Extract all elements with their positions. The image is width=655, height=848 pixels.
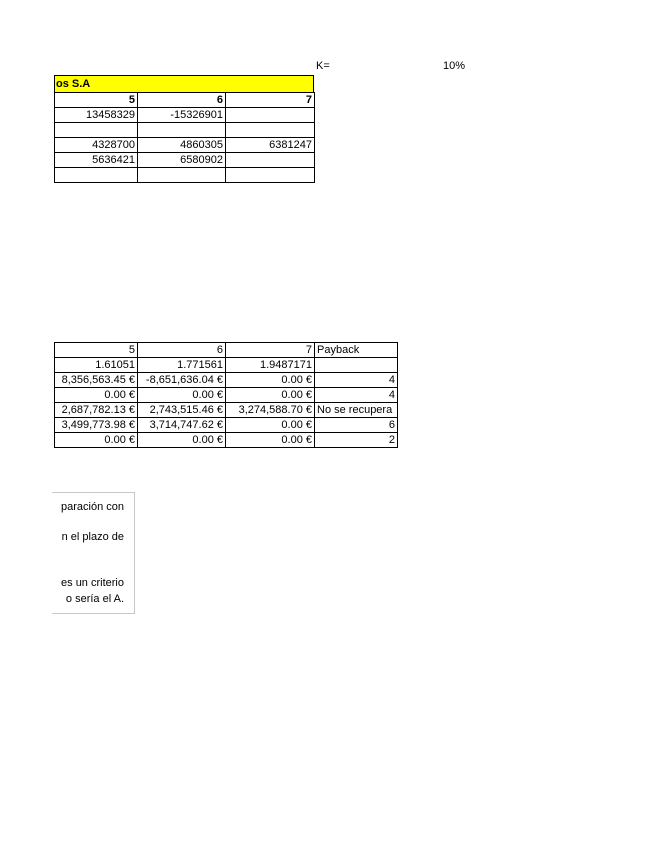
table-row xyxy=(55,168,315,183)
table-cell[interactable]: 13458329 xyxy=(55,108,138,123)
table-cell[interactable]: 6580902 xyxy=(138,153,226,168)
table-cell[interactable]: 0.00 € xyxy=(55,433,138,448)
table-cell[interactable] xyxy=(226,108,315,123)
table-cell[interactable]: 6 xyxy=(315,418,398,433)
table-row xyxy=(55,433,398,448)
table-cell[interactable]: 1.771561 xyxy=(138,358,226,373)
table-row xyxy=(55,123,315,138)
k-value: 10% xyxy=(443,60,466,72)
table-cell[interactable]: 0.00 € xyxy=(226,388,315,403)
table-cell[interactable]: 7 xyxy=(226,93,315,108)
table-cell[interactable]: 5 xyxy=(55,343,138,358)
cash-flow-table xyxy=(54,92,315,183)
k-label: K= xyxy=(316,60,330,72)
table-row xyxy=(55,388,398,403)
table-cell[interactable]: 6 xyxy=(138,93,226,108)
table-cell[interactable] xyxy=(138,123,226,138)
textbox-line: o sería el A. xyxy=(65,593,124,605)
table-row xyxy=(55,358,398,373)
table-cell[interactable] xyxy=(226,153,315,168)
discounted-cash-flow-table xyxy=(54,342,398,448)
table-cell[interactable]: 8,356,563.45 € xyxy=(55,373,138,388)
table-cell[interactable]: Payback xyxy=(315,343,398,358)
textbox-line: es un criterio xyxy=(61,577,124,589)
table-row xyxy=(55,138,315,153)
table-row xyxy=(55,373,398,388)
table-cell[interactable] xyxy=(226,168,315,183)
table-cell[interactable]: 0.00 € xyxy=(226,373,315,388)
table-cell[interactable]: 0.00 € xyxy=(138,433,226,448)
table-cell[interactable]: -8,651,636.04 € xyxy=(138,373,226,388)
table-row xyxy=(55,418,398,433)
table-row xyxy=(55,343,398,358)
table-cell[interactable] xyxy=(138,168,226,183)
table-cell[interactable]: 0.00 € xyxy=(226,418,315,433)
table-cell[interactable]: 1.9487171 xyxy=(226,358,315,373)
table-cell[interactable]: 3,499,773.98 € xyxy=(55,418,138,433)
table-cell[interactable]: 4328700 xyxy=(55,138,138,153)
table-cell[interactable]: 4 xyxy=(315,373,398,388)
table-cell[interactable]: 5 xyxy=(55,93,138,108)
table-row xyxy=(55,93,315,108)
table-row xyxy=(55,403,398,418)
table-cell[interactable]: 2,743,515.46 € xyxy=(138,403,226,418)
table-cell[interactable]: 1.61051 xyxy=(55,358,138,373)
table-row xyxy=(55,108,315,123)
table-cell[interactable]: 4860305 xyxy=(138,138,226,153)
table-cell[interactable] xyxy=(315,358,398,373)
table-cell[interactable]: No se recupera xyxy=(315,403,398,418)
comment-textbox[interactable] xyxy=(52,492,135,614)
table-cell[interactable]: -15326901 xyxy=(138,108,226,123)
table-row xyxy=(55,153,315,168)
table-cell[interactable]: 4 xyxy=(315,388,398,403)
textbox-line: paración con xyxy=(61,501,124,513)
table-cell[interactable]: 7 xyxy=(226,343,315,358)
table-cell[interactable]: 6381247 xyxy=(226,138,315,153)
table-cell[interactable] xyxy=(55,168,138,183)
table-cell[interactable] xyxy=(226,123,315,138)
table-cell[interactable]: 3,274,588.70 € xyxy=(226,403,315,418)
table-cell[interactable]: 2 xyxy=(315,433,398,448)
table-cell[interactable]: 0.00 € xyxy=(55,388,138,403)
company-header: os S.A xyxy=(54,75,314,92)
table-cell[interactable] xyxy=(55,123,138,138)
textbox-line: n el plazo de xyxy=(61,531,124,543)
table-cell[interactable]: 0.00 € xyxy=(138,388,226,403)
table-cell[interactable]: 2,687,782.13 € xyxy=(55,403,138,418)
table-cell[interactable]: 5636421 xyxy=(55,153,138,168)
table-cell[interactable]: 3,714,747.62 € xyxy=(138,418,226,433)
table-cell[interactable]: 0.00 € xyxy=(226,433,315,448)
table-cell[interactable]: 6 xyxy=(138,343,226,358)
